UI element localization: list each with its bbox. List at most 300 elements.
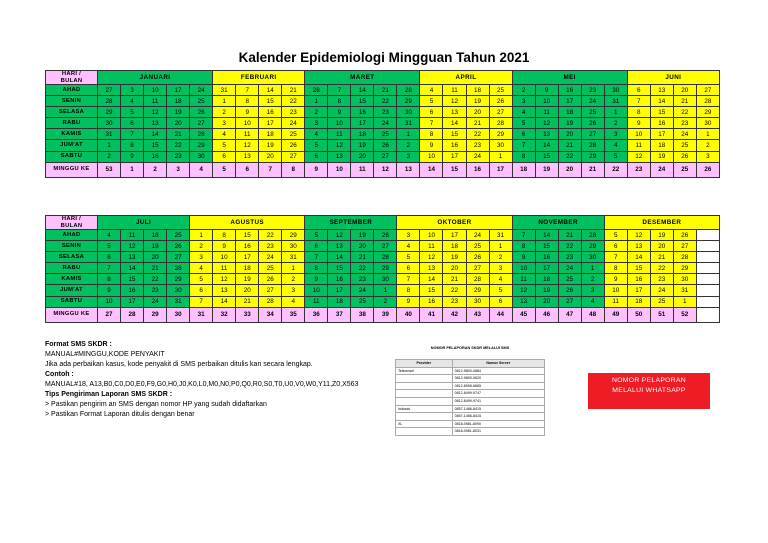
- date-cell: 24: [259, 252, 282, 263]
- date-cell: 4: [98, 230, 121, 241]
- date-cell: 5: [604, 230, 627, 241]
- date-cell: 22: [282, 96, 305, 107]
- date-cell: 25: [259, 263, 282, 274]
- date-cell: 12: [144, 107, 167, 118]
- date-cell: 19: [351, 230, 374, 241]
- date-cell: 18: [351, 129, 374, 140]
- date-cell: 6: [489, 296, 512, 307]
- date-cell: 20: [466, 107, 489, 118]
- date-cell: 9: [420, 140, 443, 151]
- week-number-cell: 34: [259, 307, 282, 322]
- note-line: Tips Pengiriman Laporan SMS SKDR :: [45, 391, 173, 398]
- date-cell: 1: [489, 241, 512, 252]
- date-cell: 10: [535, 96, 558, 107]
- date-cell: 5: [98, 241, 121, 252]
- month-header: JULI: [98, 216, 190, 230]
- week-number-cell: 31: [190, 307, 213, 322]
- date-cell: 19: [351, 140, 374, 151]
- week-number-cell: 49: [604, 307, 627, 322]
- month-header: JANUARI: [98, 71, 213, 85]
- date-cell: 9: [397, 296, 420, 307]
- date-cell: 4: [512, 107, 535, 118]
- date-cell: 29: [673, 263, 696, 274]
- date-cell: 17: [351, 118, 374, 129]
- date-cell: 10: [420, 230, 443, 241]
- date-cell: 14: [259, 85, 282, 96]
- date-cell: 13: [512, 296, 535, 307]
- week-number-cell: 35: [282, 307, 305, 322]
- month-header: NOVEMBER: [512, 216, 604, 230]
- date-cell: 8: [604, 263, 627, 274]
- week-number-cell: 15: [443, 162, 466, 177]
- date-cell: 3: [397, 230, 420, 241]
- server-number-cell: 0812-8499-9747: [452, 390, 544, 398]
- date-cell: 22: [374, 96, 397, 107]
- date-cell: 7: [397, 274, 420, 285]
- week-number-row: [46, 162, 720, 177]
- date-cell: 16: [535, 252, 558, 263]
- date-cell: 28: [374, 252, 397, 263]
- date-cell: 15: [535, 151, 558, 162]
- week-number-cell: 5: [213, 162, 236, 177]
- date-cell: 2: [604, 118, 627, 129]
- date-cell: 6: [627, 85, 650, 96]
- date-cell: 31: [489, 230, 512, 241]
- server-number-cell: 0812-9800-0620: [452, 375, 544, 383]
- date-cell: 6: [512, 129, 535, 140]
- calendar-jul-dec: [45, 215, 720, 323]
- week-number-cell: 40: [397, 307, 420, 322]
- date-cell: 29: [489, 129, 512, 140]
- date-cell: 27: [489, 107, 512, 118]
- date-cell: 1: [604, 107, 627, 118]
- date-cell: 22: [167, 140, 190, 151]
- date-cell: 20: [351, 151, 374, 162]
- day-label: JUM'AT: [46, 285, 98, 296]
- day-label: SELASA: [46, 107, 98, 118]
- date-cell: 1: [98, 140, 121, 151]
- date-cell: 19: [535, 285, 558, 296]
- date-cell: 21: [558, 140, 581, 151]
- date-cell: 10: [604, 285, 627, 296]
- date-cell: 1: [190, 230, 213, 241]
- date-cell: 30: [489, 140, 512, 151]
- date-cell: 22: [466, 129, 489, 140]
- date-cell: 23: [673, 118, 696, 129]
- date-cell: 15: [627, 263, 650, 274]
- sms-table-header: [396, 360, 545, 368]
- date-cell: 3: [581, 285, 604, 296]
- date-cell: 20: [650, 241, 673, 252]
- date-cell: 30: [604, 85, 627, 96]
- date-cell: 18: [236, 263, 259, 274]
- date-cell: 28: [397, 85, 420, 96]
- date-cell: 26: [581, 118, 604, 129]
- date-cell: 18: [167, 96, 190, 107]
- whatsapp-label-line: MELALUI WHATSAPP: [612, 386, 686, 394]
- provider-cell: Telkomsel: [396, 367, 453, 375]
- date-cell: 17: [627, 285, 650, 296]
- date-cell: 26: [259, 274, 282, 285]
- week-number-cell: 18: [512, 162, 535, 177]
- date-cell: 14: [443, 118, 466, 129]
- date-cell: 25: [466, 241, 489, 252]
- date-cell: 9: [213, 241, 236, 252]
- date-cell: 25: [581, 107, 604, 118]
- date-cell: 24: [351, 285, 374, 296]
- date-cell: 24: [558, 263, 581, 274]
- date-cell: 29: [98, 107, 121, 118]
- date-cell: 2: [696, 140, 719, 151]
- sms-table-row: [396, 428, 545, 436]
- note-line: Format SMS SKDR :: [45, 341, 112, 348]
- date-cell: 27: [673, 241, 696, 252]
- date-cell: 18: [650, 140, 673, 151]
- week-number-cell: 51: [650, 307, 673, 322]
- date-cell: 14: [420, 274, 443, 285]
- date-cell: 2: [98, 151, 121, 162]
- date-cell: 16: [443, 140, 466, 151]
- date-cell: 29: [581, 241, 604, 252]
- date-cell: 6: [213, 151, 236, 162]
- date-cell: 24: [144, 296, 167, 307]
- date-cell: [696, 285, 719, 296]
- date-cell: 17: [443, 151, 466, 162]
- date-cell: 18: [466, 85, 489, 96]
- date-cell: 31: [213, 85, 236, 96]
- date-cell: 8: [236, 96, 259, 107]
- date-cell: 28: [259, 296, 282, 307]
- date-cell: 8: [213, 230, 236, 241]
- date-cell: 15: [650, 107, 673, 118]
- week-number-cell: 37: [328, 307, 351, 322]
- date-cell: 23: [443, 296, 466, 307]
- date-cell: 31: [604, 96, 627, 107]
- date-cell: 1: [581, 263, 604, 274]
- month-header: OKTOBER: [397, 216, 512, 230]
- server-number-cell: 0818-0981-8090: [452, 420, 544, 428]
- page-title: Kalender Epidemiologi Mingguan Tahun 2021: [238, 50, 530, 65]
- date-cell: 13: [236, 151, 259, 162]
- date-cell: 4: [581, 296, 604, 307]
- date-cell: 2: [374, 296, 397, 307]
- date-cell: 16: [236, 241, 259, 252]
- date-cell: 30: [282, 241, 305, 252]
- date-cell: 17: [558, 96, 581, 107]
- date-cell: 8: [121, 140, 144, 151]
- week-number-cell: 16: [466, 162, 489, 177]
- sms-table: [395, 359, 545, 436]
- provider-cell: XL: [396, 420, 453, 428]
- date-cell: [696, 230, 719, 241]
- corner-label: HARI / BULAN: [46, 216, 98, 230]
- week-number-cell: 42: [443, 307, 466, 322]
- date-cell: 11: [604, 296, 627, 307]
- date-cell: 18: [627, 296, 650, 307]
- date-cell: 15: [420, 285, 443, 296]
- week-number-cell: 26: [696, 162, 719, 177]
- day-row: [46, 296, 720, 307]
- date-cell: 28: [581, 140, 604, 151]
- whatsapp-label-line: NOMOR PELAPORAN: [612, 377, 686, 384]
- date-cell: 9: [98, 285, 121, 296]
- date-cell: 20: [144, 252, 167, 263]
- date-cell: 23: [282, 107, 305, 118]
- date-cell: 17: [167, 85, 190, 96]
- sms-number-table: [395, 346, 545, 436]
- date-cell: 30: [98, 118, 121, 129]
- date-cell: 8: [305, 263, 328, 274]
- date-cell: 19: [558, 118, 581, 129]
- note-line: Jika ada perbaikan kasus, kode penyakit di SMS perbaikan ditulis kan secara lengkap.: [45, 361, 313, 368]
- date-cell: 17: [535, 263, 558, 274]
- date-cell: 18: [328, 296, 351, 307]
- date-cell: 27: [696, 85, 719, 96]
- date-cell: 25: [673, 140, 696, 151]
- week-number-cell: 46: [535, 307, 558, 322]
- day-label: KAMIS: [46, 274, 98, 285]
- date-cell: 10: [236, 118, 259, 129]
- date-cell: 4: [489, 274, 512, 285]
- date-cell: 31: [167, 296, 190, 307]
- date-cell: 26: [167, 241, 190, 252]
- provider-cell: [396, 390, 453, 398]
- date-cell: 16: [328, 274, 351, 285]
- date-cell: 9: [236, 107, 259, 118]
- date-cell: 23: [581, 85, 604, 96]
- date-cell: 4: [604, 140, 627, 151]
- date-cell: 3: [696, 151, 719, 162]
- date-cell: 25: [167, 230, 190, 241]
- date-cell: 10: [305, 285, 328, 296]
- date-cell: 15: [351, 96, 374, 107]
- date-cell: 18: [259, 129, 282, 140]
- date-cell: 16: [627, 274, 650, 285]
- date-cell: 15: [236, 230, 259, 241]
- sms-table-row: [396, 405, 545, 413]
- week-number-cell: 36: [305, 307, 328, 322]
- sms-table-row: [396, 375, 545, 383]
- date-cell: 11: [144, 96, 167, 107]
- date-cell: 20: [236, 285, 259, 296]
- day-row: [46, 118, 720, 129]
- date-cell: [696, 274, 719, 285]
- date-cell: 27: [581, 129, 604, 140]
- week-number-cell: 6: [236, 162, 259, 177]
- date-cell: 30: [673, 274, 696, 285]
- date-cell: 20: [351, 241, 374, 252]
- date-cell: 31: [397, 118, 420, 129]
- month-header: JUNI: [627, 71, 719, 85]
- date-cell: 26: [374, 230, 397, 241]
- date-cell: 28: [696, 96, 719, 107]
- date-cell: 11: [443, 85, 466, 96]
- date-cell: 30: [190, 151, 213, 162]
- month-header: DESEMBER: [604, 216, 719, 230]
- date-cell: 14: [351, 85, 374, 96]
- provider-cell: Indosat: [396, 405, 453, 413]
- date-cell: 7: [604, 252, 627, 263]
- date-cell: 9: [305, 274, 328, 285]
- day-row: [46, 96, 720, 107]
- date-cell: 13: [650, 85, 673, 96]
- sms-table-row: [396, 367, 545, 375]
- date-cell: 1: [397, 129, 420, 140]
- date-cell: 9: [627, 118, 650, 129]
- date-cell: 5: [420, 96, 443, 107]
- date-cell: 5: [213, 140, 236, 151]
- date-cell: 6: [190, 285, 213, 296]
- date-cell: 6: [397, 263, 420, 274]
- date-cell: 23: [374, 107, 397, 118]
- day-row: [46, 151, 720, 162]
- sms-table-row: [396, 413, 545, 421]
- day-row: [46, 129, 720, 140]
- date-cell: 23: [259, 241, 282, 252]
- week-number-cell: 50: [627, 307, 650, 322]
- date-cell: 29: [397, 96, 420, 107]
- date-cell: 16: [351, 107, 374, 118]
- date-cell: 25: [558, 274, 581, 285]
- week-number-cell: 7: [259, 162, 282, 177]
- date-cell: 21: [374, 85, 397, 96]
- date-cell: [696, 296, 719, 307]
- date-cell: 21: [466, 118, 489, 129]
- date-cell: 7: [627, 96, 650, 107]
- date-cell: 20: [535, 296, 558, 307]
- week-number-cell: 13: [397, 162, 420, 177]
- date-cell: 29: [466, 285, 489, 296]
- date-cell: 18: [558, 107, 581, 118]
- date-cell: 18: [535, 274, 558, 285]
- date-cell: 12: [328, 230, 351, 241]
- date-cell: 21: [351, 252, 374, 263]
- date-cell: 11: [213, 263, 236, 274]
- date-cell: 26: [190, 107, 213, 118]
- date-cell: 21: [558, 230, 581, 241]
- week-number-cell: 30: [167, 307, 190, 322]
- date-cell: 19: [650, 230, 673, 241]
- date-cell: 19: [144, 241, 167, 252]
- date-cell: 28: [167, 263, 190, 274]
- date-cell: 5: [190, 274, 213, 285]
- date-cell: 17: [121, 296, 144, 307]
- date-cell: 10: [627, 129, 650, 140]
- date-cell: 23: [167, 151, 190, 162]
- date-cell: 12: [627, 230, 650, 241]
- date-cell: 27: [374, 241, 397, 252]
- date-cell: 29: [696, 107, 719, 118]
- date-cell: 2: [213, 107, 236, 118]
- date-cell: 10: [328, 118, 351, 129]
- week-number-cell: 43: [466, 307, 489, 322]
- date-cell: 9: [328, 107, 351, 118]
- provider-header: Provider: [396, 360, 453, 368]
- day-label: RABU: [46, 263, 98, 274]
- note-line: MANUAL#MINGGU,KODE PENYAKIT: [45, 351, 165, 358]
- date-cell: 6: [98, 252, 121, 263]
- date-cell: 27: [167, 252, 190, 263]
- date-cell: 26: [374, 140, 397, 151]
- date-cell: 31: [673, 285, 696, 296]
- date-cell: 30: [581, 252, 604, 263]
- day-label: AHAD: [46, 230, 98, 241]
- date-cell: 27: [282, 151, 305, 162]
- date-cell: 21: [282, 85, 305, 96]
- date-cell: 11: [512, 274, 535, 285]
- date-cell: 12: [328, 140, 351, 151]
- date-cell: 29: [190, 140, 213, 151]
- date-cell: 1: [213, 96, 236, 107]
- date-cell: 24: [581, 96, 604, 107]
- week-number-cell: 38: [351, 307, 374, 322]
- server-number-cell: 0812-8958-6665: [452, 382, 544, 390]
- week-number-cell: 19: [535, 162, 558, 177]
- date-cell: 6: [420, 107, 443, 118]
- date-cell: 3: [489, 263, 512, 274]
- date-cell: 9: [512, 252, 535, 263]
- date-cell: 23: [558, 252, 581, 263]
- week-number-cell: [696, 307, 719, 322]
- date-cell: 16: [650, 118, 673, 129]
- date-cell: 24: [282, 118, 305, 129]
- note-line: Contoh :: [45, 371, 74, 378]
- date-cell: 21: [673, 96, 696, 107]
- date-cell: 14: [213, 296, 236, 307]
- date-cell: 24: [466, 230, 489, 241]
- date-cell: 12: [121, 241, 144, 252]
- date-cell: 9: [604, 274, 627, 285]
- date-cell: 12: [535, 118, 558, 129]
- date-cell: 14: [535, 230, 558, 241]
- provider-cell: [396, 375, 453, 383]
- week-number-cell: 28: [121, 307, 144, 322]
- week-number-cell: 41: [420, 307, 443, 322]
- date-cell: 12: [627, 151, 650, 162]
- date-cell: 11: [420, 241, 443, 252]
- date-cell: 26: [489, 96, 512, 107]
- date-cell: 26: [466, 252, 489, 263]
- week-number-cell: 24: [650, 162, 673, 177]
- date-cell: 2: [190, 241, 213, 252]
- date-cell: 11: [627, 140, 650, 151]
- day-label: RABU: [46, 118, 98, 129]
- date-cell: 14: [144, 129, 167, 140]
- date-cell: 3: [190, 252, 213, 263]
- date-cell: 4: [121, 96, 144, 107]
- server-number-cell: 0812-9800-0884: [452, 367, 544, 375]
- week-label: MINGGU KE: [46, 307, 98, 322]
- date-cell: 25: [190, 96, 213, 107]
- date-cell: 10: [213, 252, 236, 263]
- date-cell: 8: [420, 129, 443, 140]
- date-cell: 2: [512, 85, 535, 96]
- week-number-cell: 8: [282, 162, 305, 177]
- day-row: [46, 107, 720, 118]
- date-cell: 30: [696, 118, 719, 129]
- date-cell: 11: [328, 129, 351, 140]
- week-number-cell: 11: [351, 162, 374, 177]
- date-cell: 3: [213, 118, 236, 129]
- date-cell: 7: [98, 263, 121, 274]
- date-cell: 15: [121, 274, 144, 285]
- date-cell: 25: [351, 296, 374, 307]
- server-number-cell: 0818-0981-8031: [452, 428, 544, 436]
- date-cell: 23: [466, 140, 489, 151]
- date-cell: 27: [374, 151, 397, 162]
- week-number-cell: 1: [121, 162, 144, 177]
- date-cell: 9: [121, 151, 144, 162]
